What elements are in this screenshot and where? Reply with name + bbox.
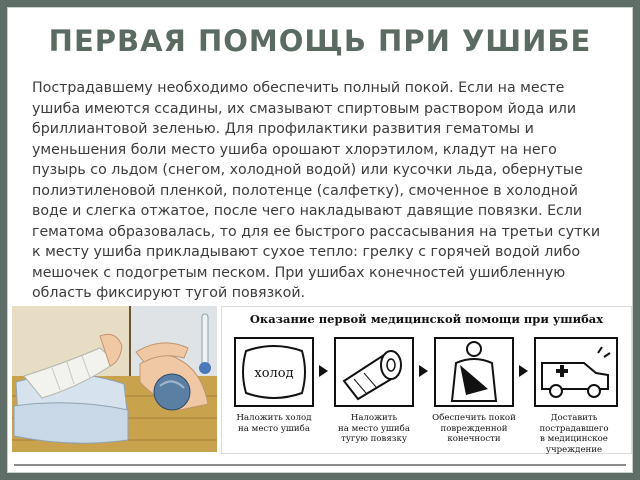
bruise-care-illustration: [12, 306, 217, 452]
arrow-2-icon: [419, 365, 428, 377]
step-1-box: [234, 337, 314, 407]
first-aid-photo: [12, 306, 217, 452]
arm-sling-icon: [436, 339, 512, 405]
step-2-box: [334, 337, 414, 407]
slide-body-text: Пострадавшему необходимо обеспечить полный покой. Если на месте ушиба имеются ссадины, их смазывают спиртовым раствором йода или бриллиантовой зеленью. Для профилактики развития гематомы и уменьшения боли место ушиба орошают хлорэтилом, кладут на него пузырь со льдом (снегом, холодной водой) или кусочки льда, обернутые полиэтиленовой пленкой, полотенце (салфетку), смоченное в холодной воде и слегка отжатое, после чего накладывают давящие повязки. Если гематома образовалась, то для ее быстрого рассасывания на третьи сутки к месту ушиба прикладывают сухое тепло: грелку с горячей водой либо мешочек с подогретым песком. При ушибах конечностей ушибленную область фиксируют тугой повязкой.: [32, 80, 601, 301]
slide-title: ПЕРВАЯ ПОМОЩЬ ПРИ УШИБЕ: [48, 24, 592, 58]
step-1-caption: Наложить холод на место ушиба: [236, 413, 312, 434]
diagram-title: Оказание первой медицинской помощи при ушибах: [249, 312, 604, 326]
cold-label: холод: [254, 366, 294, 381]
step-3-box: [434, 337, 514, 407]
step-4-box: [534, 337, 618, 407]
arrow-3-icon: [519, 365, 528, 377]
step-3-caption: Обеспечить покой поврежденной конечности: [432, 413, 516, 444]
first-aid-steps-diagram: [221, 306, 632, 454]
slide: [8, 8, 632, 472]
cold-compress-icon: [236, 339, 312, 405]
bandage-roll-icon: [336, 339, 412, 405]
step-2-caption: Наложить на место ушиба тугую повязку: [338, 413, 410, 444]
ambulance-icon: [536, 339, 616, 405]
step-4-caption: Доставить пострадавшего в медицинское учреждение: [539, 413, 609, 455]
arrow-1-icon: [319, 365, 328, 377]
